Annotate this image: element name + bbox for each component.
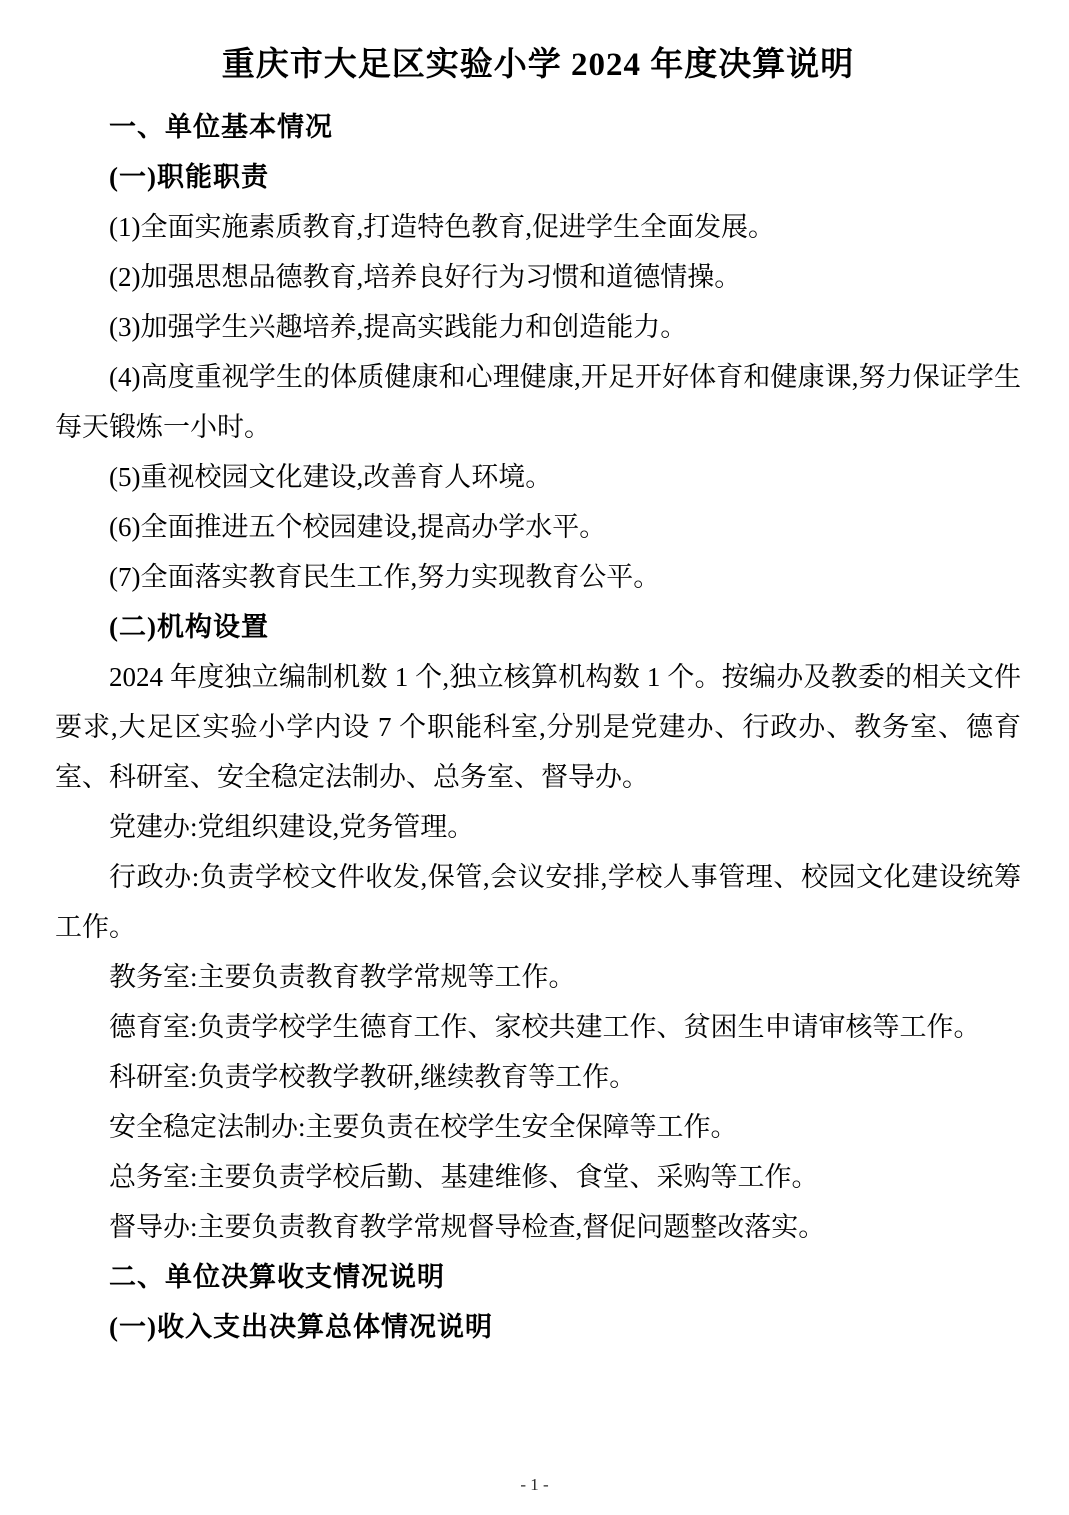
paragraph-org-overview: 2024 年度独立编制机数 1 个,独立核算机构数 1 个。按编办及教委的相关文件要求,大足区实验小学内设 7 个职能科室,分别是党建办、行政办、教务室、德育室、科研室、安全稳定法制办、总务室、督导办。 bbox=[55, 662, 1021, 792]
section-heading-unit-basic-info: 一、单位基本情况 bbox=[109, 112, 333, 142]
paragraph-duty-5: (5)重视校园文化建设,改善育人环境。 bbox=[109, 462, 553, 492]
paragraph-duty-7: (7)全面落实教育民生工作,努力实现教育公平。 bbox=[109, 562, 661, 592]
paragraph-office-supervision: 督导办:主要负责教育教学常规督导检查,督促问题整改落实。 bbox=[109, 1212, 826, 1242]
paragraph-office-research: 科研室:负责学校教学教研,继续教育等工作。 bbox=[109, 1062, 637, 1092]
paragraph-office-admin: 行政办:负责学校文件收发,保管,会议安排,学校人事管理、校园文化建设统筹工作。 bbox=[55, 862, 1021, 942]
paragraph-duty-3: (3)加强学生兴趣培养,提高实践能力和创造能力。 bbox=[109, 312, 688, 342]
section-heading-budget-explanation: 二、单位决算收支情况说明 bbox=[109, 1262, 445, 1292]
subsection-heading-duties: (一)职能职责 bbox=[109, 162, 269, 192]
paragraph-office-moral: 德育室:负责学校学生德育工作、家校共建工作、贫困生申请审核等工作。 bbox=[109, 1012, 981, 1042]
paragraph-duty-2: (2)加强思想品德教育,培养良好行为习惯和道德情操。 bbox=[109, 262, 742, 292]
document-title: 重庆市大足区实验小学 2024 年度决算说明 bbox=[221, 47, 855, 83]
paragraph-office-general-affairs: 总务室:主要负责学校后勤、基建维修、食堂、采购等工作。 bbox=[109, 1162, 819, 1192]
subsection-heading-income-expense-overview: (一)收入支出决算总体情况说明 bbox=[109, 1312, 493, 1342]
paragraph-office-party: 党建办:党组织建设,党务管理。 bbox=[109, 812, 475, 842]
page-footer bbox=[0, 1475, 1069, 1495]
paragraph-office-safety: 安全稳定法制办:主要负责在校学生安全保障等工作。 bbox=[109, 1112, 738, 1142]
paragraph-duty-6: (6)全面推进五个校园建设,提高办学水平。 bbox=[109, 512, 607, 542]
paragraph-office-academic: 教务室:主要负责教育教学常规等工作。 bbox=[109, 962, 576, 992]
paragraph-duty-4: (4)高度重视学生的体质健康和心理健康,开足开好体育和健康课,努力保证学生每天锻炼一小时。 bbox=[55, 362, 1021, 442]
page-number: - 1 - bbox=[520, 1475, 549, 1494]
subsection-heading-org-structure: (二)机构设置 bbox=[109, 612, 269, 642]
paragraph-duty-1: (1)全面实施素质教育,打造特色教育,促进学生全面发展。 bbox=[109, 212, 775, 242]
